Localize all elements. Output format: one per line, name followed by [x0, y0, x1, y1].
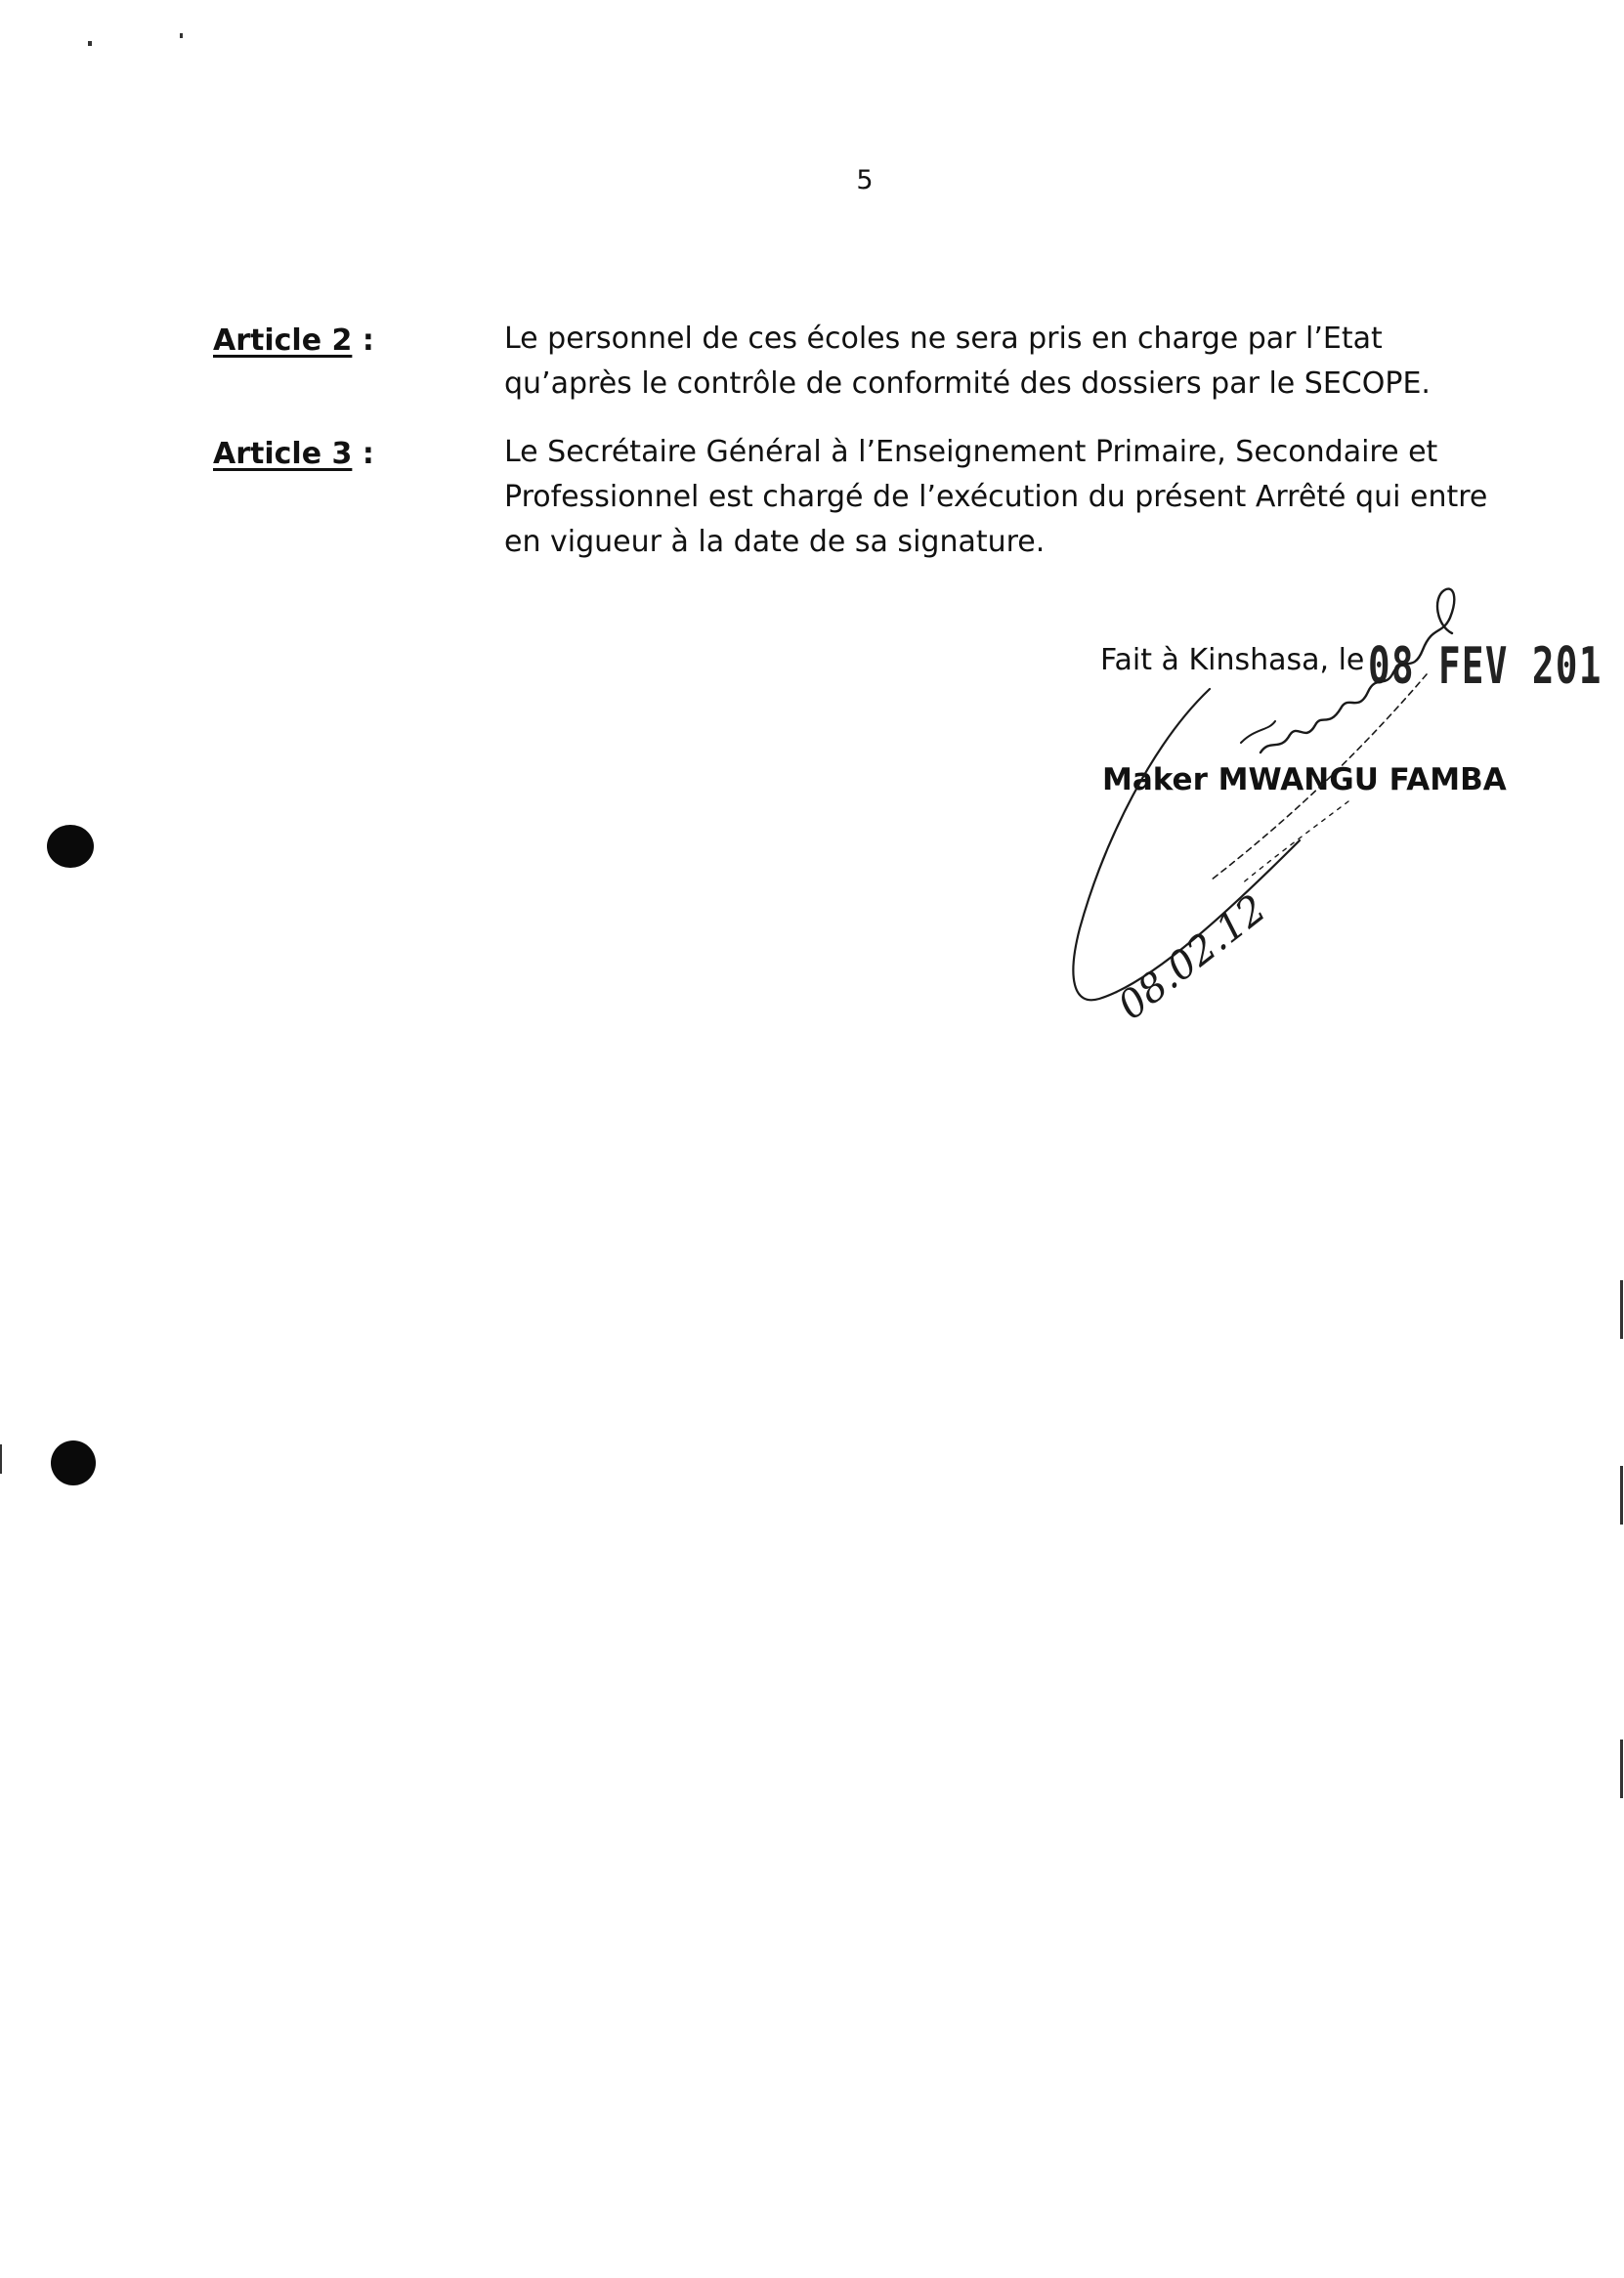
- article-2-label-text: Article 2: [213, 323, 353, 358]
- article-3-line-3: en vigueur à la date de sa signature.: [504, 525, 1046, 559]
- page-number: 5: [856, 165, 874, 195]
- handwritten-date: 08.02.12: [1109, 885, 1275, 1029]
- scan-speck: [1620, 1466, 1623, 1525]
- article-2-label-separator: :: [352, 323, 374, 358]
- date-stamp: 08 FEV 201: [1368, 637, 1603, 696]
- article-2-line-1: Le personnel de ces écoles ne sera pris en charge par l’Etat: [504, 322, 1383, 356]
- punch-hole-bottom: [51, 1440, 96, 1485]
- article-3-label-separator: :: [352, 437, 374, 471]
- article-2-label: [213, 322, 374, 360]
- article-3-line-2: Professionnel est chargé de l’exécution du présent Arrêté qui entre: [504, 480, 1488, 514]
- article-3-label-text: Article 3: [213, 437, 353, 471]
- scan-speck: [180, 33, 183, 38]
- scan-speck: [0, 1444, 2, 1474]
- article-2-text: [504, 317, 1481, 407]
- signatory-name: Maker MWANGU FAMBA: [1102, 762, 1507, 797]
- scan-speck: [1620, 1280, 1623, 1339]
- article-3-text: [504, 430, 1488, 565]
- punch-hole-top: [47, 825, 94, 868]
- article-3-label: [213, 436, 374, 473]
- article-3-line-1: Le Secrétaire Général à l’Enseignement Primaire, Secondaire et: [504, 435, 1438, 469]
- scan-speck: [1620, 1740, 1623, 1798]
- article-2-line-2: qu’après le contrôle de conformité des dossiers par le SECOPE.: [504, 366, 1431, 401]
- scan-speck: [88, 41, 92, 46]
- place-date: Fait à Kinshasa, le: [1100, 643, 1365, 677]
